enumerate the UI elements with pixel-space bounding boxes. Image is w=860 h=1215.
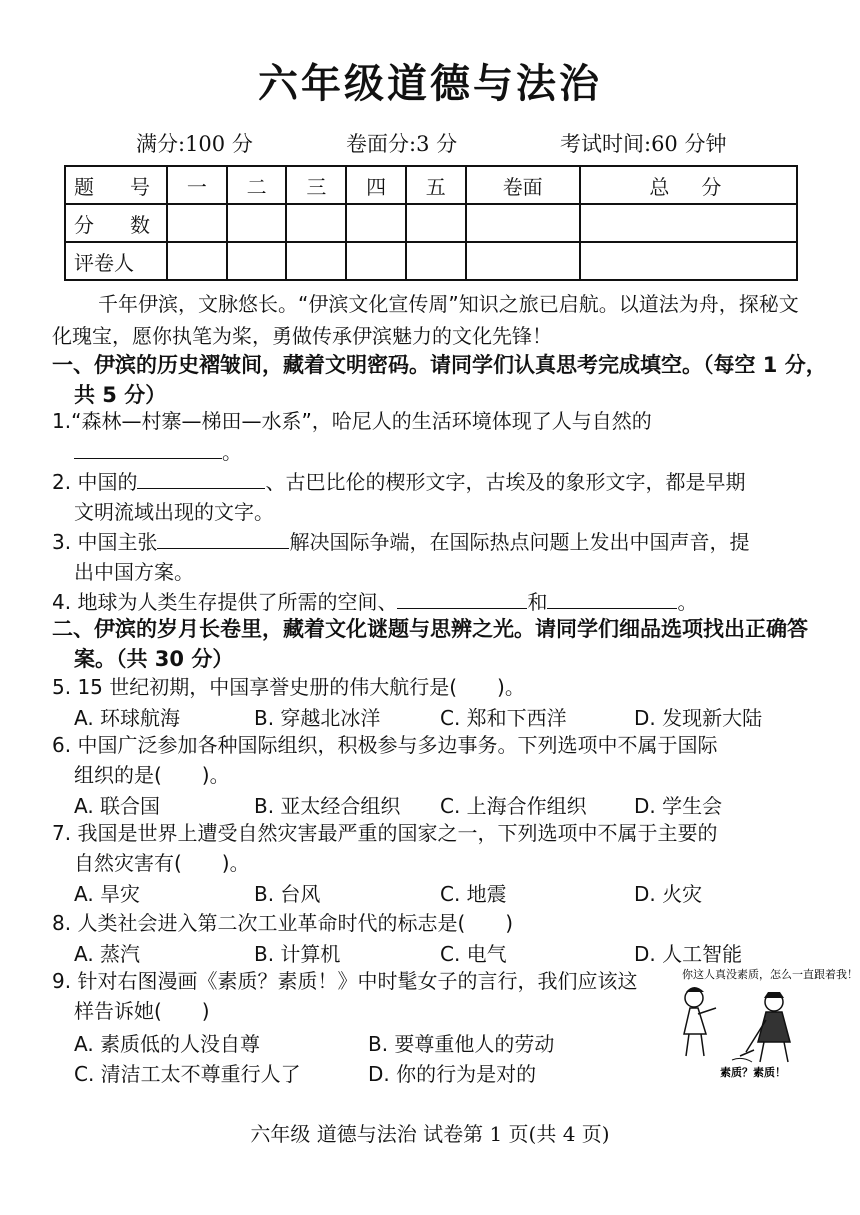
q6-option-a[interactable]: A. 联合国 bbox=[74, 794, 161, 818]
question-3 bbox=[52, 526, 844, 587]
woman-hair bbox=[686, 987, 704, 992]
question-5: 5. 15 世纪初期，中国享誉史册的伟大航行是( )。 bbox=[52, 675, 525, 699]
q7-option-d[interactable]: D. 火灾 bbox=[634, 882, 703, 906]
question-9 bbox=[52, 966, 674, 1026]
q6-option-d[interactable]: D. 学生会 bbox=[634, 794, 723, 818]
woman-arm bbox=[698, 1008, 716, 1014]
cell-section-1: 一 bbox=[167, 166, 227, 204]
q7-stem-1: 7. 我国是世界上遭受自然灾害最严重的国家之一，下列选项中不属于主要的 bbox=[52, 821, 718, 845]
q5-option-d[interactable]: D. 发现新大陆 bbox=[634, 706, 763, 730]
score-input-cell[interactable] bbox=[466, 204, 580, 242]
q7-option-b[interactable]: B. 台风 bbox=[254, 882, 321, 906]
cleaner-legs bbox=[760, 1042, 788, 1062]
cartoon-speech-bubble: 你这人真没素质，怎么一直跟着我！ bbox=[682, 968, 858, 981]
q2-text-b: 、古巴比伦的楔形文字，古埃及的象形文字，都是早期 bbox=[265, 470, 746, 494]
score-input-cell[interactable] bbox=[580, 204, 797, 242]
q8-option-b[interactable]: B. 计算机 bbox=[254, 942, 341, 966]
q9-option-c[interactable]: C. 清洁工太不尊重行人了 bbox=[74, 1062, 301, 1086]
q9-option-a[interactable]: A. 素质低的人没自尊 bbox=[74, 1032, 261, 1056]
q7-stem-2: 自然灾害有( )。 bbox=[74, 851, 250, 875]
full-score: 满分:100 分 bbox=[136, 132, 253, 156]
grader-input-cell[interactable] bbox=[227, 242, 287, 280]
q2-blank[interactable] bbox=[137, 466, 265, 489]
q5-option-b[interactable]: B. 穿越北冰洋 bbox=[254, 706, 381, 730]
litter bbox=[732, 1058, 752, 1062]
question-6 bbox=[52, 730, 844, 790]
q4-text-a: 4. 地球为人类生存提供了所需的空间、 bbox=[52, 590, 398, 614]
q6-option-b[interactable]: B. 亚太经合组织 bbox=[254, 794, 401, 818]
cell-question-number: 题 号 bbox=[65, 166, 167, 204]
grader-input-cell[interactable] bbox=[286, 242, 346, 280]
q9-option-b[interactable]: B. 要尊重他人的劳动 bbox=[368, 1032, 555, 1056]
page-footer: 六年级 道德与法治 试卷第 1 页(共 4 页) bbox=[250, 1122, 610, 1146]
cleaner-hat bbox=[764, 992, 784, 998]
score-input-cell[interactable] bbox=[167, 204, 227, 242]
section-2-heading: 二、伊滨的岁月长卷里，藏着文化谜题与思辨之光。请同学们细品选项找出正确答案。（共 30 分） bbox=[52, 617, 808, 671]
q4-text-b: 和 bbox=[527, 590, 548, 614]
exam-time: 考试时间:60 分钟 bbox=[560, 132, 727, 156]
q9-option-d[interactable]: D. 你的行为是对的 bbox=[368, 1062, 537, 1086]
neatness-score: 卷面分:3 分 bbox=[346, 132, 458, 156]
grader-input-cell[interactable] bbox=[466, 242, 580, 280]
q8-option-c[interactable]: C. 电气 bbox=[440, 942, 507, 966]
q4-blank-1[interactable] bbox=[397, 586, 527, 609]
cell-total: 总 分 bbox=[580, 166, 797, 204]
q2-text-a: 2. 中国的 bbox=[52, 470, 138, 494]
score-input-cell[interactable] bbox=[286, 204, 346, 242]
cell-grader-label: 评卷人 bbox=[65, 242, 167, 280]
cell-neatness: 卷面 bbox=[466, 166, 580, 204]
grader-input-cell[interactable] bbox=[167, 242, 227, 280]
woman-legs bbox=[686, 1034, 704, 1056]
cell-section-5: 五 bbox=[406, 166, 466, 204]
intro-paragraph: 千年伊滨，文脉悠长。“伊滨文化宣传周”知识之旅已启航。以道法为舟，探秘文化瑰宝，愿你执笔为桨，勇做传承伊滨魅力的文化先锋！ bbox=[52, 292, 799, 348]
grader-input-cell[interactable] bbox=[580, 242, 797, 280]
cell-section-4: 四 bbox=[346, 166, 406, 204]
cell-section-3: 三 bbox=[286, 166, 346, 204]
score-input-cell[interactable] bbox=[346, 204, 406, 242]
q2-text-c: 文明流域出现的文字。 bbox=[74, 500, 274, 524]
q1-blank[interactable] bbox=[74, 436, 222, 459]
exam-title: 六年级道德与法治 bbox=[258, 60, 602, 107]
score-table-score-row bbox=[65, 204, 797, 242]
question-7 bbox=[52, 818, 844, 878]
question-4 bbox=[52, 586, 822, 617]
q4-blank-2[interactable] bbox=[547, 586, 677, 609]
grader-input-cell[interactable] bbox=[346, 242, 406, 280]
score-input-cell[interactable] bbox=[227, 204, 287, 242]
cartoon-illustration bbox=[662, 968, 858, 1080]
q6-stem-2: 组织的是( )。 bbox=[74, 763, 230, 787]
score-table-grader-row bbox=[65, 242, 797, 280]
q1-end: 。 bbox=[222, 440, 242, 464]
q9-stem-2: 样告诉她( ) bbox=[74, 999, 210, 1023]
q7-option-c[interactable]: C. 地震 bbox=[440, 882, 507, 906]
question-1 bbox=[52, 406, 844, 467]
score-input-cell[interactable] bbox=[406, 204, 466, 242]
q9-stem-1: 9. 针对右图漫画《素质？素质！》中时髦女子的言行，我们应该这 bbox=[52, 969, 638, 993]
q3-text-b: 解决国际争端，在国际热点问题上发出中国声音，提 bbox=[289, 530, 750, 554]
q6-option-c[interactable]: C. 上海合作组织 bbox=[440, 794, 587, 818]
cleaner-body bbox=[758, 1012, 790, 1042]
score-table bbox=[64, 165, 798, 281]
q6-stem-1: 6. 中国广泛参加各种国际组织，积极参与多边事务。下列选项中不属于国际 bbox=[52, 733, 718, 757]
question-8: 8. 人类社会进入第二次工业革命时代的标志是( ) bbox=[52, 911, 514, 935]
cartoon-caption: 素质？素质！ bbox=[720, 1066, 786, 1079]
score-table-header-row bbox=[65, 166, 797, 204]
cell-section-2: 二 bbox=[227, 166, 287, 204]
q7-option-a[interactable]: A. 旱灾 bbox=[74, 882, 141, 906]
q3-text-a: 3. 中国主张 bbox=[52, 530, 158, 554]
question-2 bbox=[52, 466, 844, 527]
q3-text-c: 出中国方案。 bbox=[74, 560, 194, 584]
q3-blank[interactable] bbox=[157, 526, 289, 549]
section-1-heading: 一、伊滨的历史褶皱间，藏着文明密码。请同学们认真思考完成填空。（每空 1 分，共 5 分） bbox=[52, 353, 827, 407]
q5-option-c[interactable]: C. 郑和下西洋 bbox=[440, 706, 567, 730]
q8-option-a[interactable]: A. 蒸汽 bbox=[74, 942, 141, 966]
q1-text: 1.“森林—村寨—梯田—水系”，哈尼人的生活环境体现了人与自然的 bbox=[52, 409, 652, 433]
q8-option-d[interactable]: D. 人工智能 bbox=[634, 942, 743, 966]
grader-input-cell[interactable] bbox=[406, 242, 466, 280]
q4-text-c: 。 bbox=[677, 590, 698, 614]
cell-score-label: 分 数 bbox=[65, 204, 167, 242]
q5-option-a[interactable]: A. 环球航海 bbox=[74, 706, 181, 730]
